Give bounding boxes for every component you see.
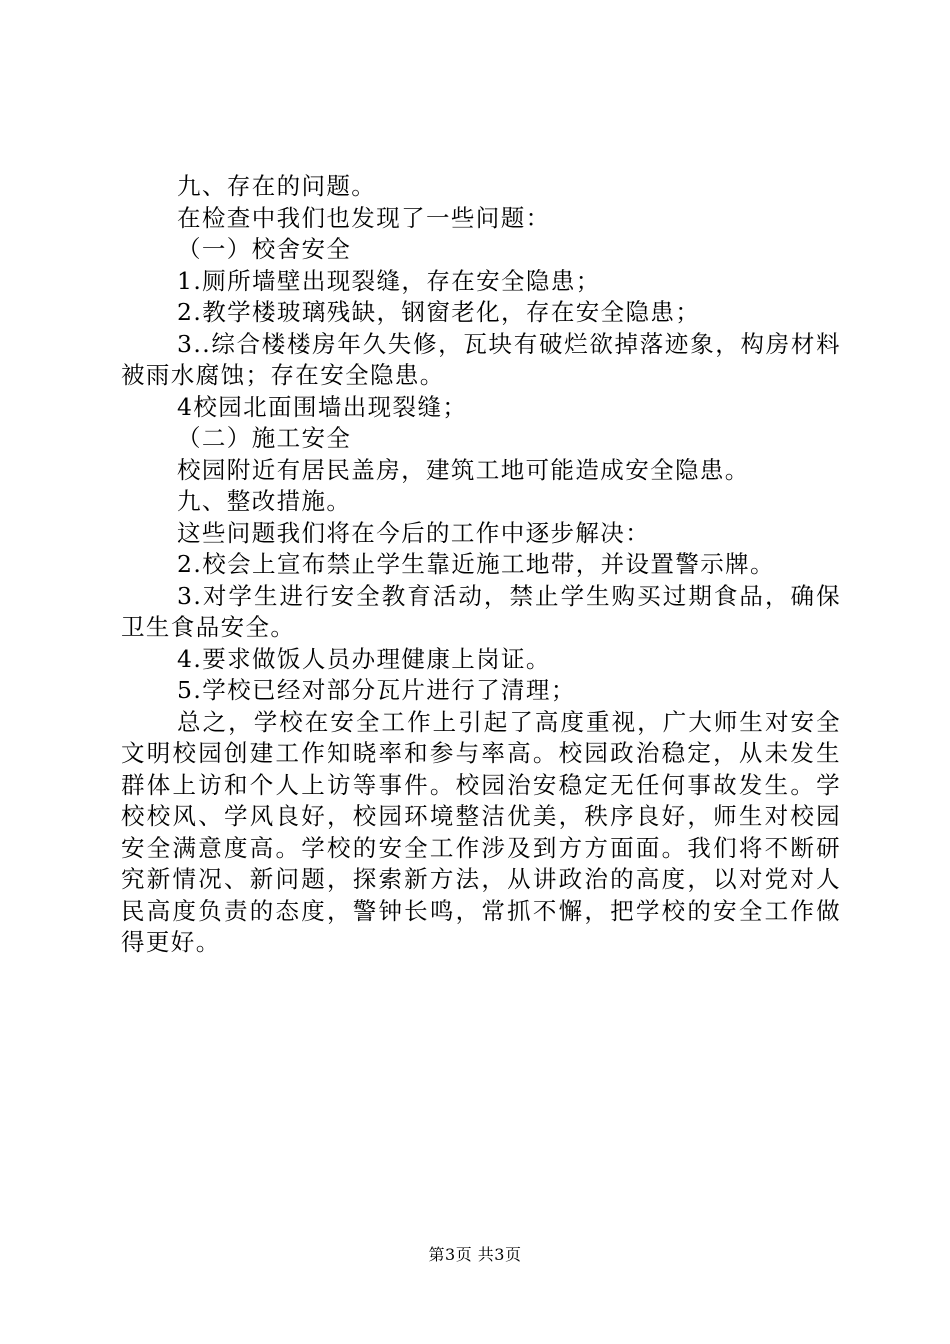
page-number-footer: 第3页 共3页 (428, 1245, 522, 1264)
paragraph-intro-measures: 这些问题我们将在今后的工作中逐步解决： (177, 518, 651, 547)
subheading-construction-safety: （二）施工安全 (177, 424, 352, 452)
list-item-measure-2: 2.校会上宣布禁止学生靠近施工地带，并设置警示牌。 (177, 550, 775, 578)
document-body (121, 171, 841, 959)
list-item-measure-3: 3.对学生进行安全教育活动，禁止学生购买过期食品，确保卫生食品安全。 (121, 581, 841, 641)
section-heading-problems: 九、存在的问题。 (177, 172, 377, 200)
paragraph-conclusion: 总之，学校在安全工作上引起了高度重视，广大师生对安全文明校园创建工作知晓率和参与率高。校园政治稳定，从未发生群体上访和个人上访等事件。校园治安稳定无任何事故发生。学校校风、学风良好，校园环境整洁优美，秩序良好，师生对校园安全满意度高。学校的安全工作涉及到方方面面。我们将不断研究新情况、新问题，探索新方法，从讲政治的高度，以对党对人民高度负责的态度，警钟长鸣，常抓不懈，把学校的安全工作做得更好。 (121, 707, 841, 956)
list-item-problem-1: 1.厕所墙壁出现裂缝，存在安全隐患； (177, 266, 601, 295)
list-item-measure-5: 5.学校已经对部分瓦片进行了清理； (177, 676, 576, 704)
list-item-problem-2: 2.教学楼玻璃残缺，钢窗老化，存在安全隐患； (177, 298, 701, 326)
list-item-problem-3: 3..综合楼楼房年久失修，瓦块有破烂欲掉落迹象，构房材料被雨水腐蚀；存在安全隐患。 (121, 329, 841, 389)
paragraph-construction: 校园附近有居民盖房，建筑工地可能造成安全隐患。 (177, 455, 750, 484)
paragraph-intro-problems: 在检查中我们也发现了一些问题： (177, 203, 551, 232)
list-item-measure-4: 4.要求做饭人员办理健康上岗证。 (177, 644, 551, 673)
list-item-problem-4: 4校园北面围墙出现裂缝； (177, 392, 468, 421)
subheading-building-safety: （一）校舍安全 (177, 235, 352, 263)
section-heading-measures: 九、整改措施。 (177, 487, 352, 515)
